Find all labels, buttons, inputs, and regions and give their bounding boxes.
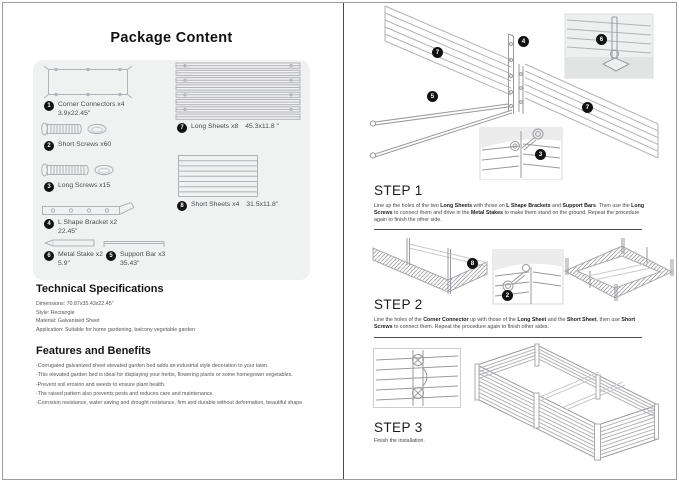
features-lines (36, 362, 302, 408)
support-bar-illustration (103, 239, 165, 248)
part-label: Long Screws x15 (58, 182, 111, 189)
package-content-panel (33, 60, 310, 280)
spec-line: Application: Suitable for home gardening, balcony vegetable garden (36, 327, 196, 334)
part-number-badge: 3 (44, 182, 54, 192)
feature-line: -Corrugated galvanized sheet elevated garden bed adds an industrial style decoration to your lawn. (36, 363, 269, 369)
step1-heading: STEP 1 (374, 183, 423, 198)
corner-connector-illustration (43, 65, 133, 99)
callout-support-bar: 5 (427, 91, 438, 102)
callout-long-sheet: 7 (432, 47, 443, 58)
short-sheets-illustration (178, 155, 258, 197)
part-number-badge: 7 (177, 123, 187, 133)
part-size: 45.3x11.8 " (245, 123, 279, 130)
step2-heading: STEP 2 (374, 297, 423, 312)
step1-diagram (345, 0, 677, 180)
part-label: L Shape Bracket x2 (58, 219, 118, 226)
part-label: Metal Stake x2 (58, 251, 103, 258)
callout-short-screw: 2 (502, 290, 513, 301)
step3-inset-bracket-detail (373, 348, 461, 408)
page-title: Package Content (110, 30, 233, 46)
part-label: Corner Connectors x4 (58, 101, 125, 108)
part-item-corner-connectors (44, 101, 125, 118)
specs-lines (36, 300, 195, 335)
part-label: Long Sheets x8 (191, 123, 239, 130)
part-size: 5.9" (58, 259, 70, 267)
specs-heading: Technical Specifications (36, 283, 164, 295)
part-item-support-bar (106, 251, 165, 268)
part-size: 31.5x11.8" (246, 201, 279, 208)
part-number-badge: 2 (44, 141, 54, 151)
long-screw-illustration (41, 162, 117, 178)
long-sheets-illustration (175, 62, 301, 122)
part-number-badge: 5 (106, 251, 116, 261)
step1-inset-screw-detail (480, 128, 562, 180)
part-label: Short Sheets x4 (191, 201, 240, 208)
part-item-long-sheets (177, 123, 279, 133)
part-size: 3.9x22.45" (58, 109, 91, 117)
part-number-badge: 4 (44, 219, 54, 229)
step2-assembled-frame (565, 238, 673, 301)
metal-stake-illustration (44, 239, 96, 247)
part-number-badge: 8 (177, 201, 187, 211)
step2-description: Line the holes of the Corner Connector up with those of the Long Sheet and the Short Sheet, then use Short Screws to connect them. Repeat the procedure again to finish other sides. (374, 317, 636, 330)
feature-line: -The raised pattern also prevents pests and reduces care and maintenance. (36, 390, 214, 397)
callout-long-sheet-2: 7 (582, 102, 593, 113)
part-label: Support Bar x3 (120, 251, 166, 258)
spec-line: Material: Galvanised Sheet (36, 318, 100, 325)
feature-line: -This elevated garden bed is ideal for displaying your herbs, flowering plants or some homegrown vegetables. (36, 372, 293, 379)
callout-long-screw: 3 (535, 149, 546, 160)
part-number-badge: 6 (44, 251, 54, 261)
callout-short-sheet: 8 (467, 258, 478, 269)
feature-line: -Corrosion resistance, water saving and drought resistance, firm and durable without deformation, beautiful shape (36, 400, 303, 407)
short-screw-illustration (41, 121, 109, 137)
step-divider-2 (374, 337, 642, 338)
l-shape-bracket-illustration (42, 202, 136, 217)
feature-line: -Prevent soil erosion and weeds to ensure plant health. (36, 381, 166, 388)
step3-heading: STEP 3 (374, 420, 423, 435)
step-divider-1 (374, 229, 642, 230)
features-heading: Features and Benefits (36, 345, 151, 357)
callout-metal-stake: 6 (596, 34, 607, 45)
spec-line: Dimensions: 70.87x35.43x22.45" (36, 301, 114, 307)
step1-inset-stake-detail (565, 14, 653, 78)
part-label: Short Screws x60 (58, 141, 112, 148)
part-size: 35.43" (120, 259, 140, 267)
part-item-short-screws (44, 141, 111, 151)
step3-description: Finish the installation. (374, 438, 425, 444)
part-size: 22.45" (58, 227, 78, 235)
step1-description: Line up the holes of the two Long Sheets with those on L Shape Brackets and Support Bars. Then use the Long Screws to connect them and drive in the Metal Stakes to make them stand on the ground. Repeat the procedure again to finish the other side. (374, 203, 645, 223)
part-item-metal-stake (44, 251, 103, 268)
center-divider (343, 3, 344, 479)
callout-l-shape-bracket: 4 (518, 36, 529, 47)
spec-line: Style: Rectangle (36, 309, 75, 316)
part-item-l-shape-bracket (44, 219, 117, 236)
part-item-short-sheets (177, 201, 278, 211)
part-item-long-screws (44, 182, 110, 192)
part-number-badge: 1 (44, 101, 54, 111)
